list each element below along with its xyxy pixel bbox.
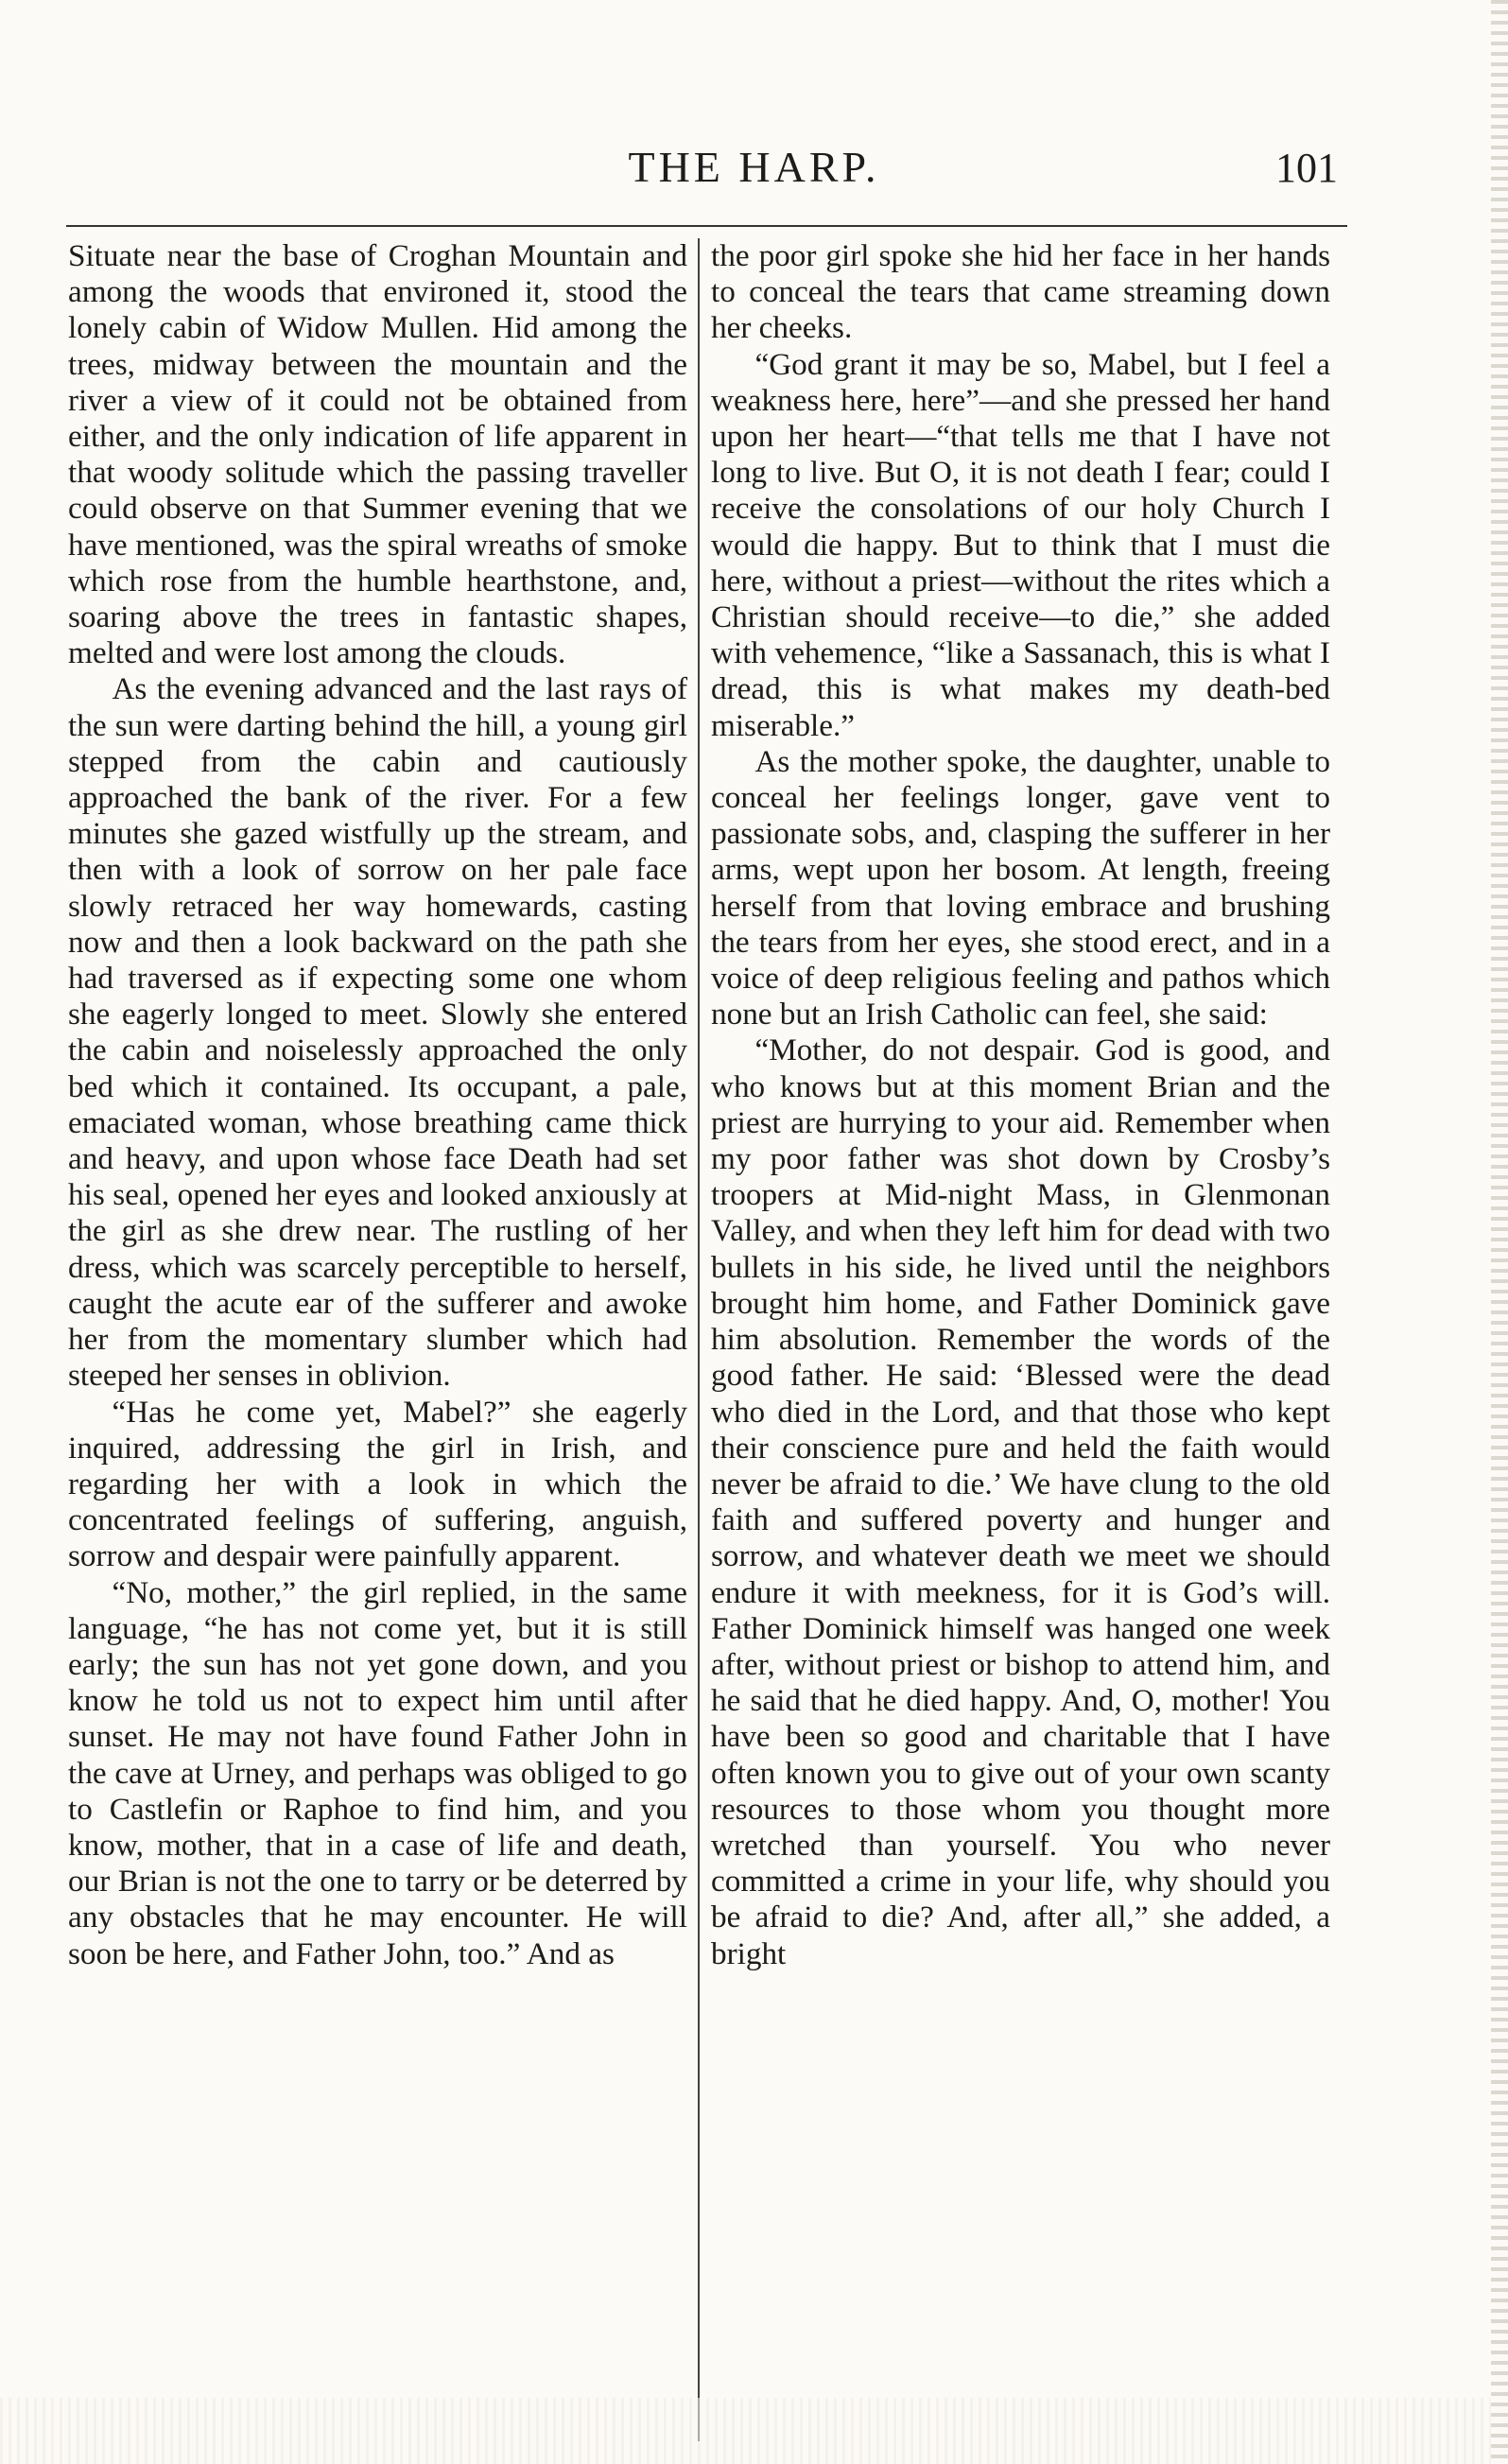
paragraph: Situate near the base of Croghan Mountain and among the woods that environed it, stood the lonely cabin of Widow Mullen. Hid among the trees, midway between the mountain and the river a view of it could not be obtained from either, and the only indication of life apparent in that woody solitude which the passing traveller could observe on that Summer evening that we have mentioned, was the spiral wreaths of smoke which rose from the humble hearthstone, and, soaring above the trees in fantastic shapes, melted and were lost among the clouds.: [68, 238, 687, 671]
column-divider: [698, 238, 700, 2441]
right-column: [711, 238, 1330, 1972]
paragraph: the poor girl spoke she hid her face in her hands to conceal the tears that came streaming down her cheeks.: [711, 238, 1330, 346]
left-column: [68, 238, 687, 1972]
paragraph: “No, mother,” the girl replied, in the same language, “he has not come yet, but it is still early; the sun has not yet gone down, and you know he told us not to expect him until after sunset. He may not have found Father John in the cave at Urney, and perhaps was obliged to go to Castlefin or Raphoe to find him, and you know, mother, that in a case of life and death, our Brian is not the one to tarry or be deterred by any obstacles that he may encounter. He will soon be here, and Father John, too.” And as: [68, 1574, 687, 1971]
page-number: 101: [1275, 145, 1338, 191]
paragraph: “God grant it may be so, Mabel, but I feel a weakness here, here”—and she pressed her hand upon her heart—“that tells me that I have not long to live. But O, it is not death I fear; could I receive the consolations of our holy Church I would die happy. But to think that I must die here, without a priest—without the rites which a Christian should receive—to die,” she added with vehemence, “like a Sassanach, this is what I dread, this is what makes my death-bed miserable.”: [711, 346, 1330, 743]
paper-texture-bottom: [0, 2398, 1508, 2464]
paragraph: As the mother spoke, the daughter, unable to conceal her feelings longer, gave vent to passionate sobs, and, clasping the sufferer in her arms, wept upon her bosom. At length, freeing herself from that loving embrace and brushing the tears from her eyes, she stood erect, and in a voice of deep religious feeling and pathos which none but an Irish Catholic can feel, she said:: [711, 743, 1330, 1032]
paragraph: “Mother, do not despair. God is good, and who knows but at this moment Brian and the priest are hurrying to your aid. Remember when my poor father was shot down by Crosby’s troopers at Mid-night Mass, in Glenmonan Valley, and when they left him for dead with two bullets in his side, he lived until the neighbors brought him home, and Father Dominick gave him absolution. Remember the words of the good father. He said: ‘Blessed were the dead who died in the Lord, and that those who kept their conscience pure and held the faith would never be afraid to die.’ We have clung to the old faith and suffered poverty and hunger and sorrow, and whatever death we meet we should endure it with meekness, for it is God’s will. Father Dominick himself was hanged one week after, without priest or bishop to attend him, and he said that he died happy. And, O, mother! You have been so good and charitable that I have often known you to give out of your own scanty resources to those whom you thought more wretched than yourself. You who never committed a crime in your life, why should you be afraid to die? And, after all,” she added, a bright: [711, 1032, 1330, 1971]
paragraph: “Has he come yet, Mabel?” she eagerly inquired, addressing the girl in Irish, and regarding her with a look in which the concentrated feelings of suffering, anguish, sorrow and despair were painfully apparent.: [68, 1394, 687, 1574]
paragraph: As the evening advanced and the last rays of the sun were darting behind the hill, a young girl stepped from the cabin and cautiously approached the bank of the river. For a few minutes she gazed wistfully up the stream, and then with a look of sorrow on her pale face slowly retraced her way homewards, casting now and then a look backward on the path she had traversed as if expecting some one whom she eagerly longed to meet. Slowly she entered the cabin and noiselessly approached the only bed which it contained. Its occupant, a pale, emaciated woman, whose breathing came thick and heavy, and upon whose face Death had set his seal, opened her eyes and looked anxiously at the girl as she drew near. The rustling of her dress, which was scarcely perceptible to herself, caught the acute ear of the sufferer and awoke her from the momentary slumber which had steeped her senses in oblivion.: [68, 671, 687, 1394]
page-header: [0, 142, 1508, 208]
paper-edge: [1491, 0, 1508, 2464]
page-title: THE HARP.: [628, 143, 880, 191]
header-rule: [66, 225, 1347, 227]
